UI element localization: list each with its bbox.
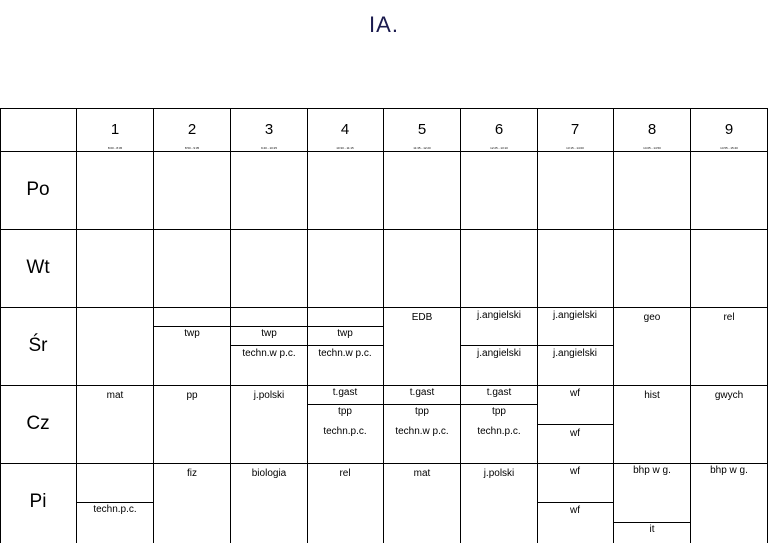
lesson: geo <box>643 312 661 323</box>
lesson: t.gast <box>332 387 358 398</box>
grid-line <box>537 424 613 425</box>
period-number: 7 <box>570 121 580 138</box>
grid-line <box>0 307 768 308</box>
period-time: 14:55 - 15:40 <box>720 146 738 150</box>
period-number: 2 <box>187 121 197 138</box>
lesson: j.polski <box>483 468 515 479</box>
lesson: wf <box>570 428 580 439</box>
day-label: Pi <box>29 491 47 512</box>
grid-line <box>0 108 1 543</box>
lesson: biologia <box>251 468 287 479</box>
period-number: 5 <box>417 121 427 138</box>
class-title: IA. <box>369 12 399 37</box>
grid-line <box>76 502 153 503</box>
lesson: fiz <box>187 468 197 479</box>
lesson: twp <box>337 328 353 339</box>
lesson: techn.w p.c. <box>242 348 296 359</box>
lesson: bhp w g. <box>633 465 671 476</box>
lesson: rel <box>339 468 351 479</box>
lesson: j.polski <box>253 390 285 401</box>
period-number: 8 <box>647 121 657 138</box>
grid-line <box>613 522 690 523</box>
lesson: rel <box>723 312 735 323</box>
period-number: 9 <box>724 121 734 138</box>
day-label: Śr <box>28 335 48 356</box>
lesson: t.gast <box>409 387 435 398</box>
period-time: 13:15 - 14:00 <box>566 146 584 150</box>
grid-line <box>0 151 768 152</box>
period-time: 8:00 - 8:45 <box>107 146 123 150</box>
grid-line <box>613 108 614 543</box>
period-time: 8:50 - 9:35 <box>184 146 200 150</box>
lesson: t.gast <box>486 387 512 398</box>
grid-line <box>153 326 383 327</box>
period-number: 4 <box>340 121 350 138</box>
grid-line <box>0 229 768 230</box>
grid-line <box>76 108 77 543</box>
lesson: techn.p.c. <box>93 504 137 515</box>
lesson: j.angielski <box>553 310 597 321</box>
lesson: twp <box>184 328 200 339</box>
lesson: j.angielski <box>477 310 521 321</box>
lesson: it <box>649 524 655 535</box>
day-label: Po <box>26 179 50 200</box>
lesson: techn.p.c. <box>477 426 521 437</box>
lesson: j.angielski <box>477 348 521 359</box>
lesson: tpp <box>338 406 352 417</box>
grid-line <box>537 502 613 503</box>
lesson: j.angielski <box>553 348 597 359</box>
lesson: wf <box>570 505 580 516</box>
period-time: 12:25 - 13:10 <box>490 146 508 150</box>
lesson: mat <box>413 468 431 479</box>
grid-line <box>307 404 537 405</box>
grid-line <box>460 345 613 346</box>
lesson: mat <box>106 390 124 401</box>
day-label: Wt <box>26 257 50 278</box>
period-time: 11:35 - 12:20 <box>413 146 431 150</box>
grid-line <box>230 345 383 346</box>
lesson: pp <box>186 390 198 401</box>
grid-line <box>690 108 691 543</box>
period-number: 6 <box>494 121 504 138</box>
period-time: 10:30 - 11:15 <box>336 146 354 150</box>
lesson: techn.w p.c. <box>395 426 449 437</box>
grid-line <box>0 463 768 464</box>
day-label: Cz <box>26 413 50 434</box>
lesson: wf <box>570 466 580 477</box>
lesson: EDB <box>411 312 433 323</box>
period-number: 3 <box>264 121 274 138</box>
grid-line <box>0 108 768 109</box>
lesson: twp <box>261 328 277 339</box>
lesson: gwych <box>714 390 744 401</box>
lesson: hist <box>644 390 660 401</box>
lesson: techn.w p.c. <box>318 348 372 359</box>
lesson: wf <box>570 388 580 399</box>
grid-line <box>0 385 768 386</box>
lesson: tpp <box>415 406 429 417</box>
period-time: 9:40 - 10:25 <box>260 146 277 150</box>
lesson: bhp w g. <box>710 465 748 476</box>
period-number: 1 <box>110 121 120 138</box>
lesson: techn.p.c. <box>323 426 367 437</box>
lesson: tpp <box>492 406 506 417</box>
period-time: 14:05 - 14:50 <box>643 146 661 150</box>
